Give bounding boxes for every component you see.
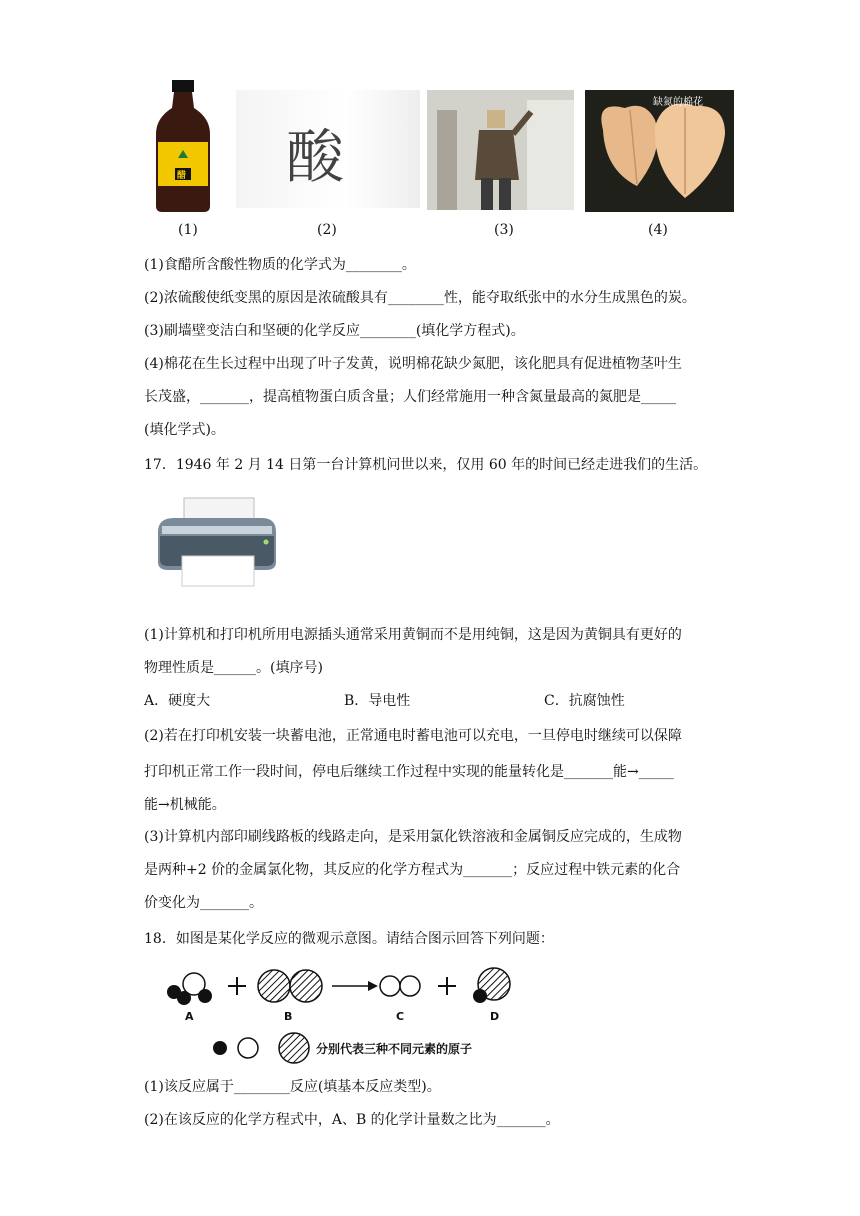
vinegar-bottle-image <box>148 78 218 214</box>
image-caption-4: (4) <box>648 222 668 238</box>
q17-part3-line1: (3)计算机内部印刷线路板的线路走向，是采用氯化铁溶液和金属铜反应完成的，生成物 <box>144 829 682 845</box>
image-caption-3: (3) <box>494 222 514 238</box>
molecule-label-b: B <box>284 1010 293 1023</box>
cotton-label: 缺氮的棉花 <box>653 97 703 108</box>
q17-stem: 17．1946 年 2 月 14 日第一台计算机问世以来，仅用 60 年的时间已经走进我们的生活。 <box>144 457 708 473</box>
printer-image <box>154 496 280 588</box>
cotton-leaves-photo <box>585 90 734 212</box>
q18-stem: 18．如图是某化学反应的微观示意图。请结合图示回答下列问题： <box>144 931 554 947</box>
q17-option-b: B．导电性 <box>344 693 411 709</box>
q16-part4-line1: (4)棉花在生长过程中出现了叶子发黄，说明棉花缺少氮肥，该化肥具有促进植物茎叶生 <box>144 356 682 372</box>
q17-part2-line3: 能→机械能。 <box>144 797 226 813</box>
q17-part3-line3: 价变化为_______。 <box>144 895 263 911</box>
q17-part2-line1: (2)若在打印机安装一块蓄电池，正常通电时蓄电池可以充电，一旦停电时继续可以保障 <box>144 728 682 744</box>
molecule-label-d: D <box>490 1010 500 1023</box>
q16-part4-line3: (填化学式)。 <box>144 422 225 438</box>
q18-part2: (2)在该反应的化学方程式中，A、B 的化学计量数之比为_______。 <box>144 1112 560 1128</box>
q17-option-c: C．抗腐蚀性 <box>544 693 625 709</box>
q16-part3: (3)刷墙壁变洁白和坚硬的化学反应________(填化学方程式)。 <box>144 323 525 339</box>
calligraphy-image <box>236 90 420 208</box>
wall-painting-photo <box>427 90 574 210</box>
molecule-label-a: A <box>185 1010 194 1023</box>
q16-part2: (2)浓硫酸使纸变黑的原因是浓硫酸具有________性，能夺取纸张中的水分生成黑色的炭。 <box>144 290 696 306</box>
molecule-label-c: C <box>396 1010 405 1023</box>
image-caption-1: (1) <box>178 222 198 238</box>
q17-option-a: A．硬度大 <box>144 693 211 709</box>
q17-part1-line2: 物理性质是______。(填序号) <box>144 660 323 676</box>
atom-legend-text: 分别代表三种不同元素的原子 <box>316 1042 473 1056</box>
q17-part3-line2: 是两种+2 价的金属氯化物，其反应的化学方程式为_______；反应过程中铁元素的化合 <box>144 862 681 878</box>
q17-part2-line2: 打印机正常工作一段时间，停电后继续工作过程中实现的能量转化是_______能→_____ <box>144 764 674 780</box>
q17-part1-line1: (1)计算机和打印机所用电源插头通常采用黄铜而不是用纯铜，这是因为黄铜具有更好的 <box>144 627 682 643</box>
calligraphy-text: 酸 <box>286 123 347 191</box>
q16-part4-line2: 长茂盛，_______，提高植物蛋白质含量；人们经常施用一种含氮量最高的氮肥是_____ <box>144 389 676 405</box>
vinegar-label-text: 醋 <box>177 171 187 181</box>
q18-part1: (1)该反应属于________反应(填基本反应类型)。 <box>144 1079 441 1095</box>
image-caption-2: (2) <box>317 222 337 238</box>
q16-part1: (1)食醋所含酸性物质的化学式为________。 <box>144 257 416 273</box>
reaction-diagram <box>160 962 520 1066</box>
